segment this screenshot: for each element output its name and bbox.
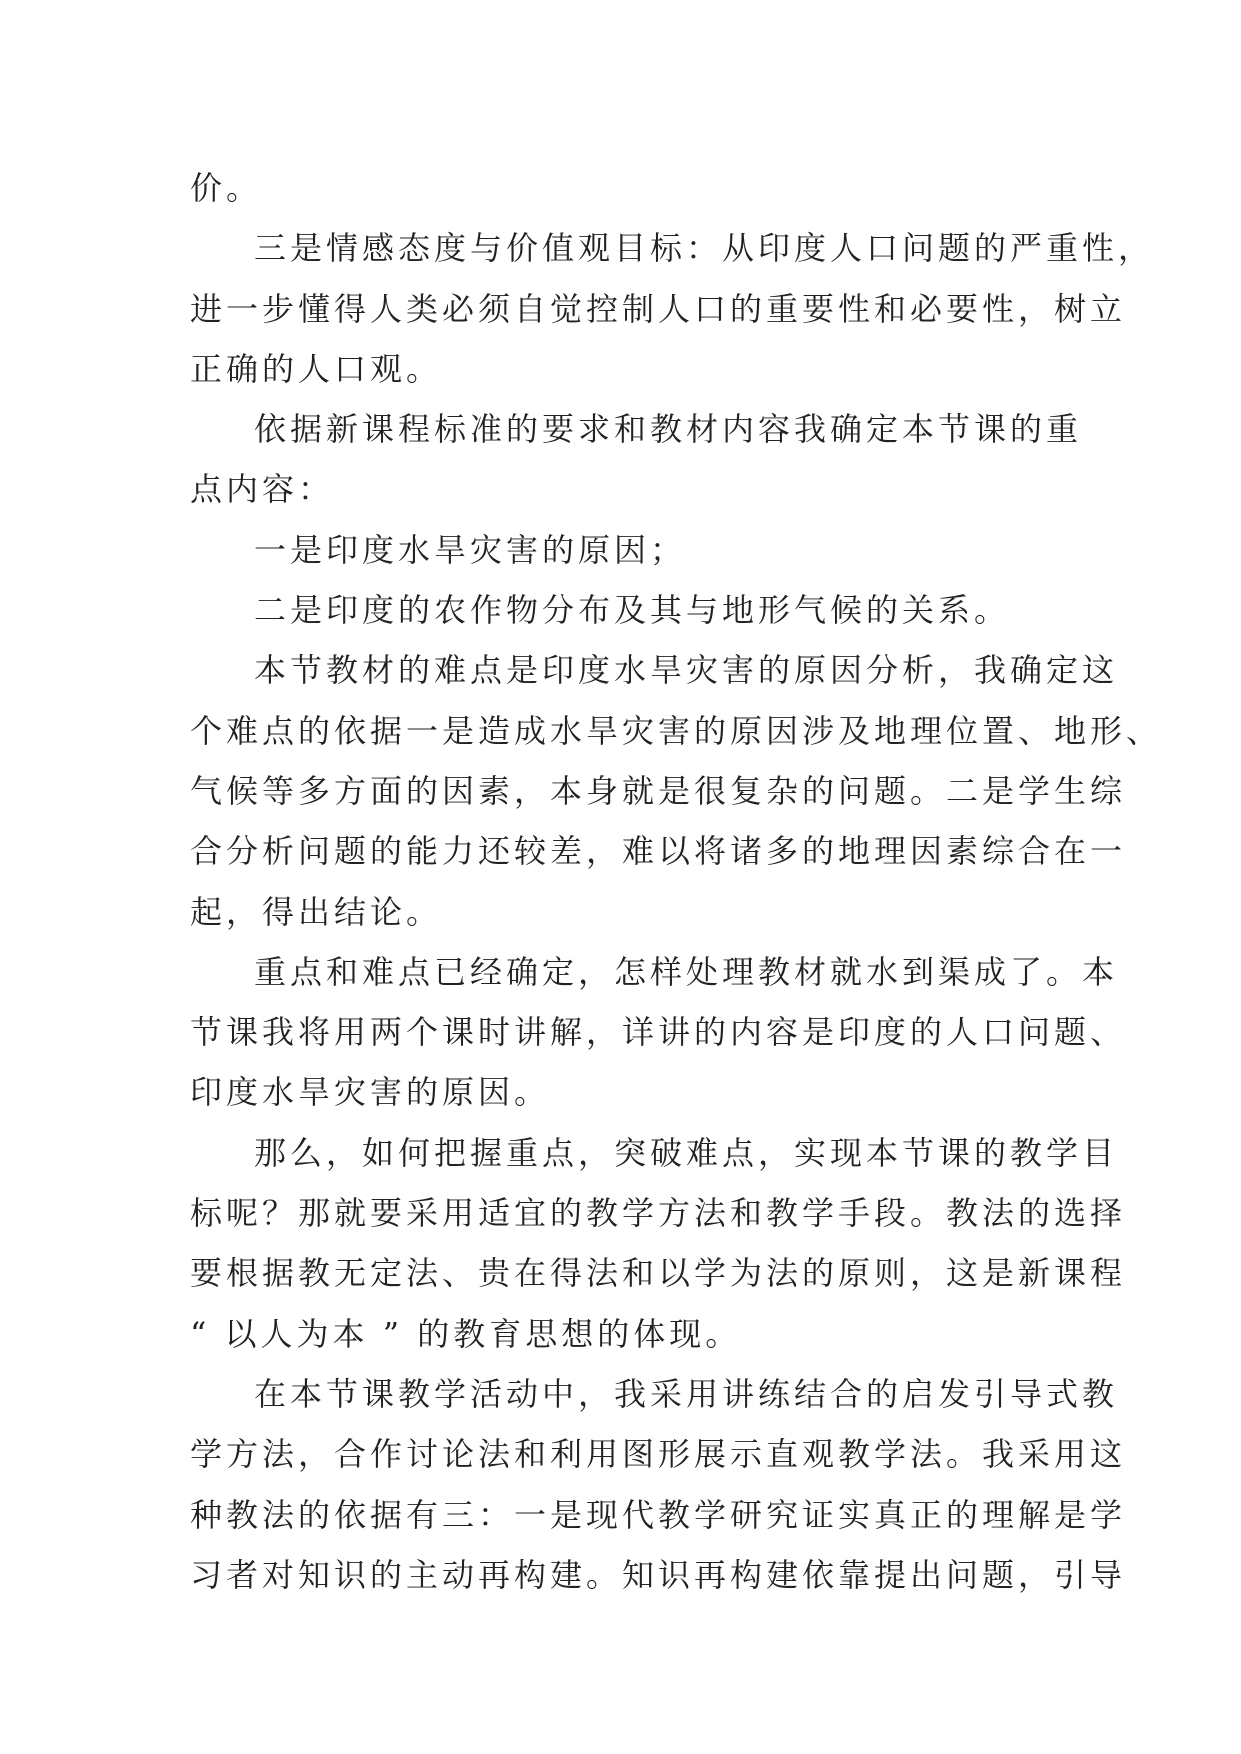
text-line: 个难点的依据一是造成水旱灾害的原因涉及地理位置、地形、 xyxy=(190,711,1163,750)
text-line: 那么，如何把握重点，突破难点，实现本节课的教学目 xyxy=(254,1133,1119,1172)
text-line: 节课我将用两个课时讲解，详讲的内容是印度的人口问题、 xyxy=(190,1013,1127,1052)
text-line: 印度水旱灾害的原因。 xyxy=(190,1073,551,1112)
text-line: 标呢？那就要采用适宜的教学方法和教学手段。教法的选择 xyxy=(190,1194,1127,1233)
paragraph-7 xyxy=(190,942,1127,1123)
text-line: 重点和难点已经确定，怎样处理教材就水到渠成了。本 xyxy=(254,952,1119,991)
text-line: 二是印度的农作物分布及其与地形气候的关系。 xyxy=(254,591,1011,630)
paragraph-3 xyxy=(190,399,1090,520)
text-line: 合分析问题的能力还较差，难以将诸多的地理因素综合在一 xyxy=(190,832,1127,871)
paragraph-8 xyxy=(190,1123,1127,1364)
paragraph-6 xyxy=(190,640,1163,941)
text-line: 三是情感态度与价值观目标：从印度人口问题的严重性， xyxy=(254,229,1155,268)
text-line: 进一步懂得人类必须自觉控制人口的重要性和必要性，树立 xyxy=(190,289,1127,328)
paragraph-9 xyxy=(190,1364,1127,1605)
paragraph-4 xyxy=(190,520,1090,580)
body-text xyxy=(190,158,1163,1605)
text-line: “ 以人为本 ” 的教育思想的体现。 xyxy=(190,1314,742,1353)
text-line: 点内容： xyxy=(190,470,335,509)
paragraph-1 xyxy=(190,158,1090,218)
text-line: 起，得出结论。 xyxy=(190,892,443,931)
text-line: 本节教材的难点是印度水旱灾害的原因分析，我确定这 xyxy=(254,651,1119,690)
text-line: 正确的人口观。 xyxy=(190,349,443,388)
text-line: 在本节课教学活动中，我采用讲练结合的启发引导式教 xyxy=(254,1374,1119,1413)
paragraph-2 xyxy=(190,218,1155,399)
paragraph-5 xyxy=(190,580,1090,640)
text-line: 一是印度水旱灾害的原因； xyxy=(254,530,687,569)
text-line: 学方法，合作讨论法和利用图形展示直观教学法。我采用这 xyxy=(190,1435,1127,1474)
text-line: 种教法的依据有三：一是现代教学研究证实真正的理解是学 xyxy=(190,1495,1127,1534)
text-line: 习者对知识的主动再构建。知识再构建依靠提出问题，引导 xyxy=(190,1555,1127,1594)
text-line: 依据新课程标准的要求和教材内容我确定本节课的重 xyxy=(254,410,1083,449)
text-line: 价。 xyxy=(190,169,263,207)
text-line: 要根据教无定法、贵在得法和以学为法的原则，这是新课程 xyxy=(190,1254,1127,1293)
text-line: 气候等多方面的因素，本身就是很复杂的问题。二是学生综 xyxy=(190,771,1127,810)
